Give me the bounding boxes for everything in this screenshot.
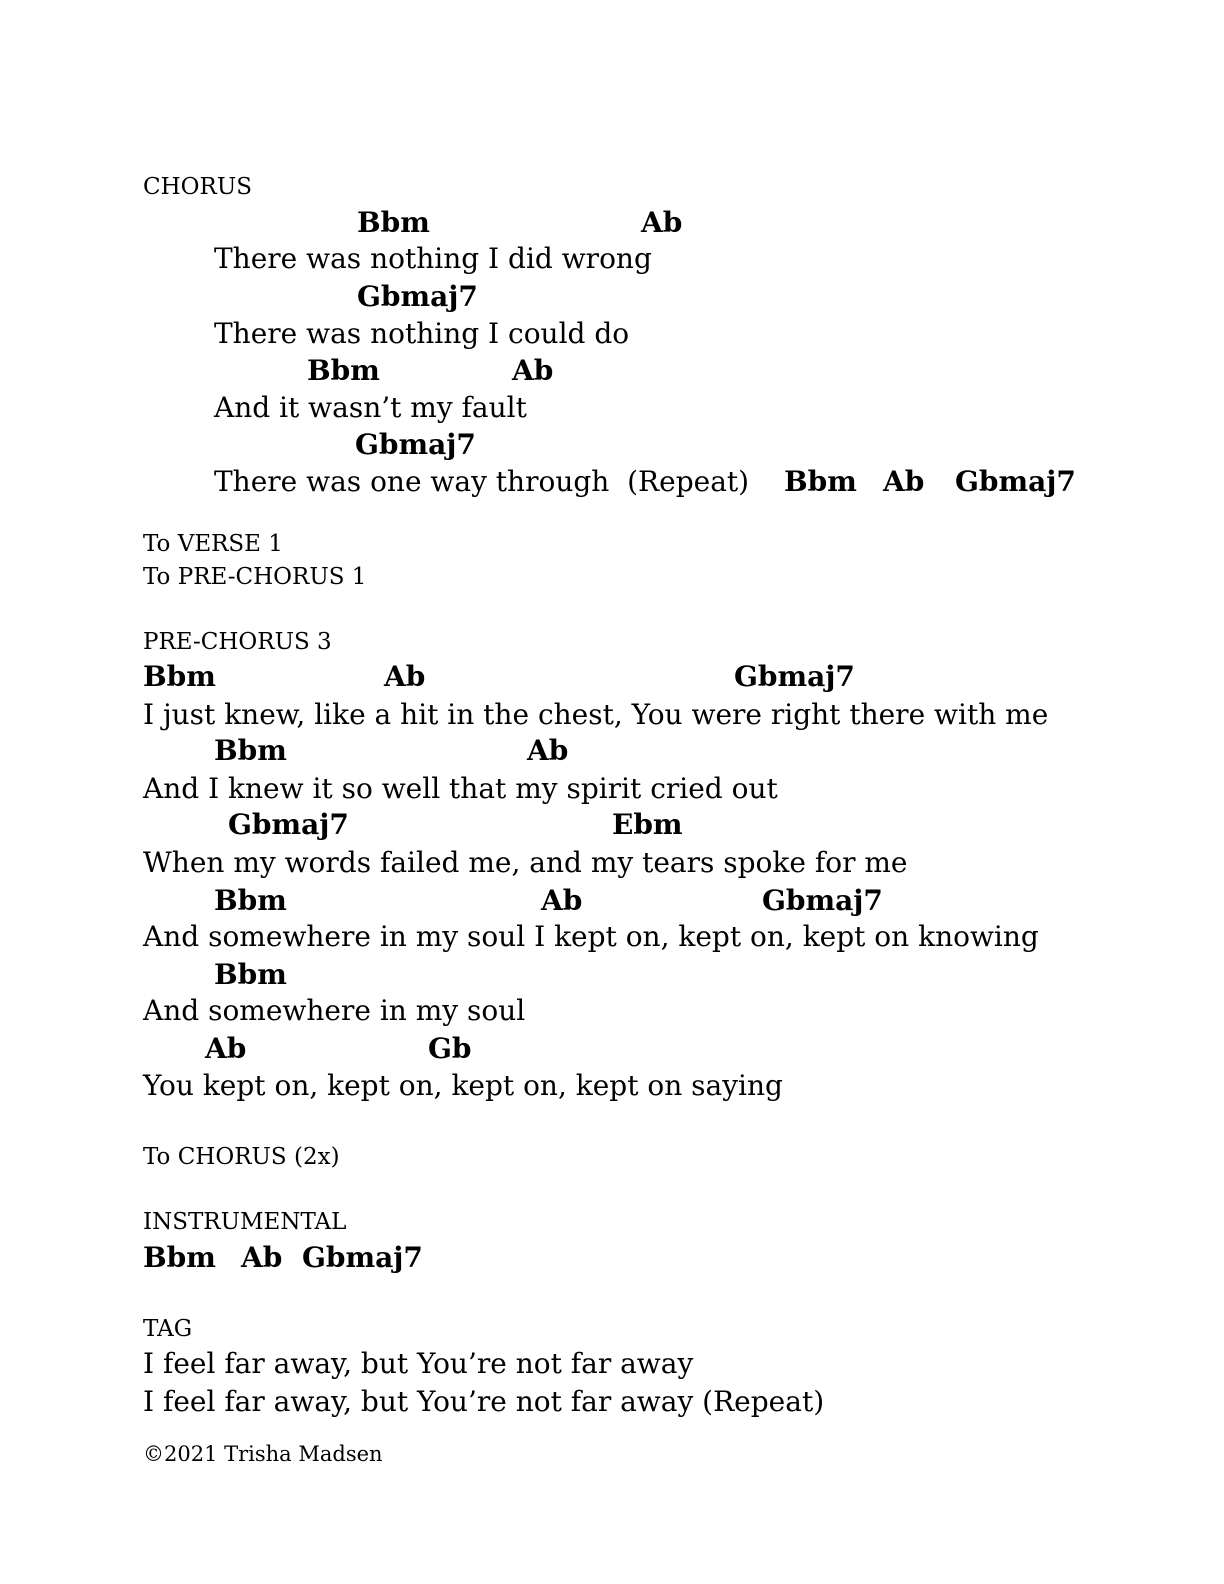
instrumental-heading: INSTRUMENTAL xyxy=(143,1209,347,1235)
chorus-heading: CHORUS xyxy=(143,174,252,200)
trailing-chord: Ab xyxy=(883,465,925,498)
trailing-chord: Bbm xyxy=(784,465,857,498)
direction-to-prechorus: To PRE-CHORUS 1 xyxy=(143,564,367,590)
chord: Ab xyxy=(527,734,569,767)
chord: Gbmaj7 xyxy=(355,428,476,461)
chord: Bbm xyxy=(143,660,216,693)
lyric-line: I feel far away, but You’re not far away xyxy=(143,1347,694,1380)
chord: Bbm xyxy=(307,354,380,387)
lyric-line: When my words failed me, and my tears spoke for me xyxy=(143,846,908,879)
chord: Gb xyxy=(428,1032,472,1065)
lyric-line: And somewhere in my soul I kept on, kept on, kept on knowing xyxy=(143,920,1039,953)
lyric-line: I feel far away, but You’re not far away (Repeat) xyxy=(143,1385,825,1418)
lyric-line: There was one way through (Repeat) xyxy=(214,465,750,498)
chord: Ab xyxy=(205,1032,247,1065)
direction-to-chorus: To CHORUS (2x) xyxy=(143,1144,340,1170)
prechorus-heading: PRE-CHORUS 3 xyxy=(143,629,332,655)
chord: Ebm xyxy=(612,808,683,841)
chord: Bbm xyxy=(214,884,287,917)
lyric-line: And it wasn’t my fault xyxy=(214,391,527,424)
tag-heading: TAG xyxy=(143,1316,193,1342)
lyric-line: I just knew, like a hit in the chest, You were right there with me xyxy=(143,698,1049,731)
chord: Gbmaj7 xyxy=(357,280,478,313)
chord: Ab xyxy=(641,206,683,239)
trailing-chord: Gbmaj7 xyxy=(955,465,1076,498)
lyric-line: And I knew it so well that my spirit cried out xyxy=(143,772,778,805)
chord: Ab xyxy=(512,354,554,387)
copyright: ©2021 Trisha Madsen xyxy=(143,1442,383,1466)
chord: Ab xyxy=(384,660,426,693)
chord: Gbmaj7 xyxy=(762,884,883,917)
lyric-line: And somewhere in my soul xyxy=(143,994,526,1027)
chord: Bbm xyxy=(214,958,287,991)
chord: Ab xyxy=(541,884,583,917)
chord: Gbmaj7 xyxy=(734,660,855,693)
chord: Ab xyxy=(241,1241,283,1274)
chord: Bbm xyxy=(214,734,287,767)
chord: Bbm xyxy=(143,1241,216,1274)
lyric-line: There was nothing I could do xyxy=(214,317,630,350)
chord: Gbmaj7 xyxy=(302,1241,423,1274)
direction-to-verse: To VERSE 1 xyxy=(143,531,283,557)
lyric-line: There was nothing I did wrong xyxy=(214,242,652,275)
chord: Bbm xyxy=(357,206,430,239)
lyric-line: You kept on, kept on, kept on, kept on saying xyxy=(143,1069,783,1102)
chord: Gbmaj7 xyxy=(228,808,349,841)
